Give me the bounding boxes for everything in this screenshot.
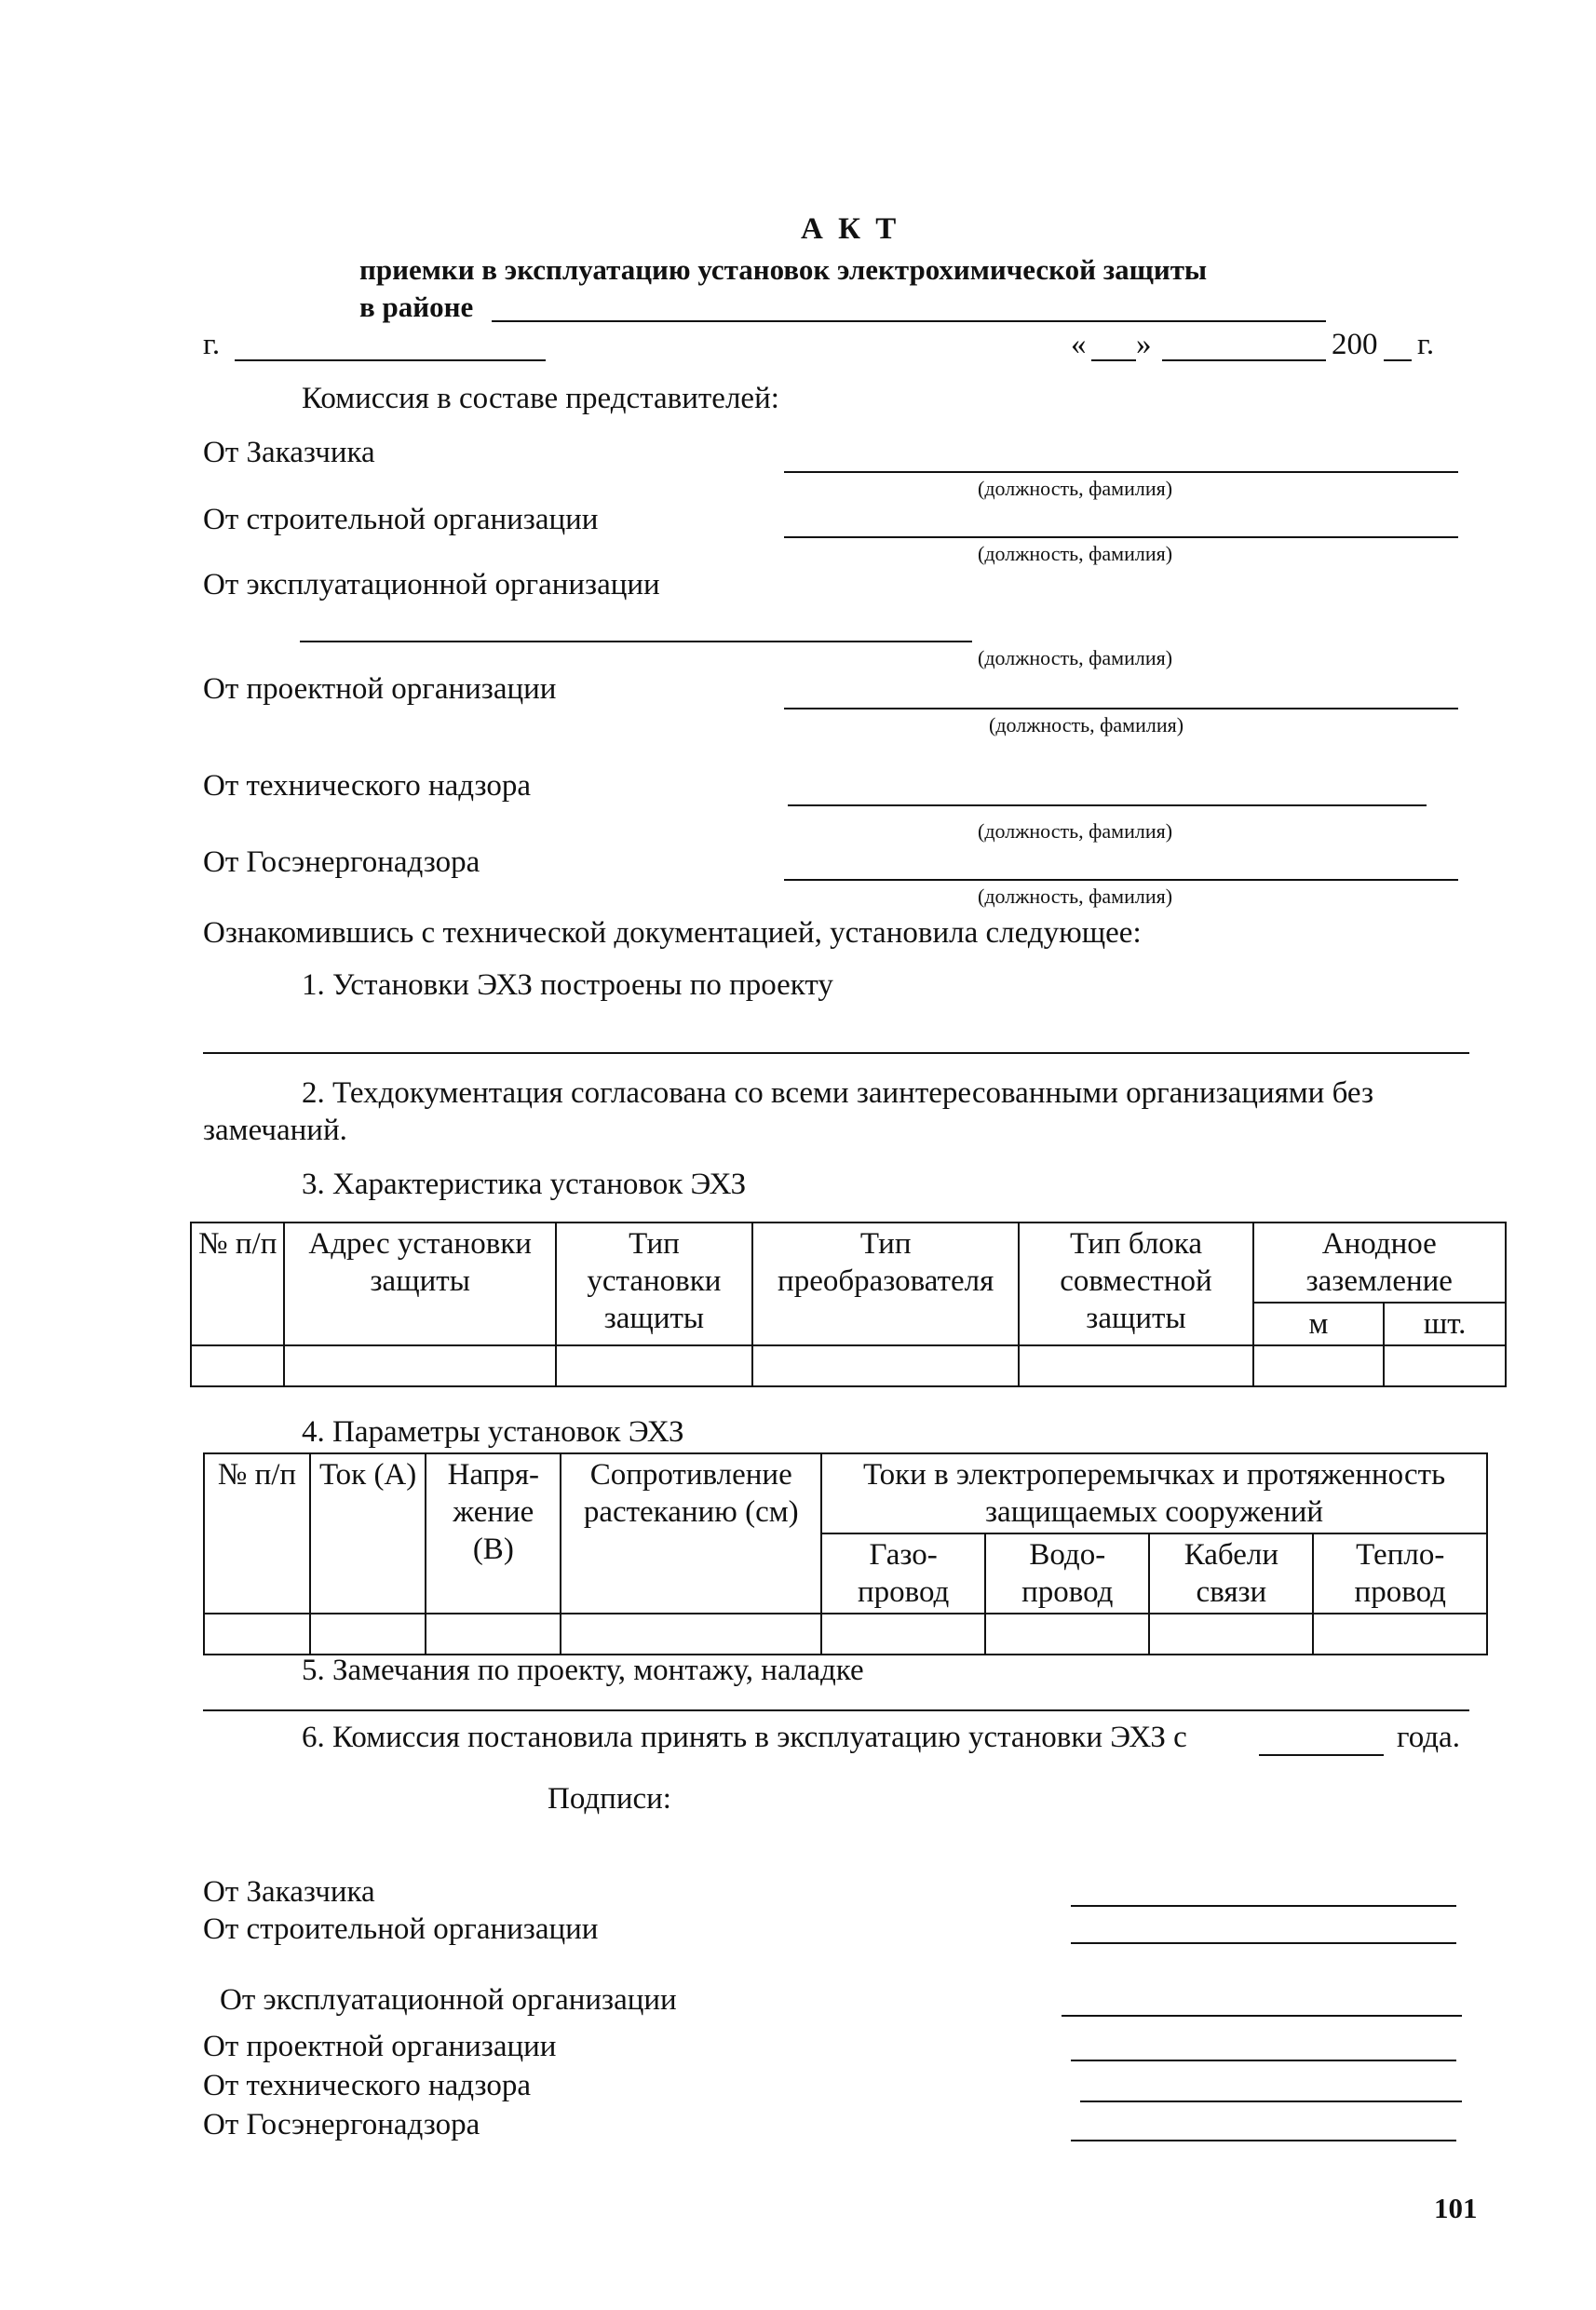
table-cell[interactable] — [1313, 1614, 1487, 1655]
t2-header-heat: Тепло-провод — [1313, 1533, 1487, 1614]
t2-header-water: Водо-провод — [985, 1533, 1149, 1614]
findings-intro: Ознакомившись с технической документацией, установила следующее: — [203, 916, 1142, 950]
city-prefix: г. — [203, 328, 221, 361]
finding-1-field[interactable] — [203, 1052, 1469, 1054]
finding-1: 1. Установки ЭХЗ построены по проекту — [302, 968, 833, 1002]
member-customer-field[interactable] — [784, 471, 1458, 473]
t2-header-cable: Кабели связи — [1149, 1533, 1313, 1614]
commission-intro: Комиссия в составе представителей: — [302, 382, 779, 415]
table-cell[interactable] — [1253, 1345, 1385, 1386]
member-operation-field[interactable] — [300, 641, 972, 642]
member-construction-field[interactable] — [784, 536, 1458, 538]
date-day-field[interactable] — [1091, 359, 1136, 361]
signature-customer-field[interactable] — [1071, 1905, 1456, 1907]
t1-header-anode: Анодное заземление — [1253, 1223, 1506, 1303]
member-design-field[interactable] — [784, 708, 1458, 709]
member-customer: От Заказчика — [203, 436, 375, 469]
t2-header-voltage: Напря-жение (В) — [426, 1453, 561, 1614]
date-close-quote: » — [1136, 328, 1152, 361]
signature-operation-field[interactable] — [1062, 2015, 1462, 2017]
table-cell[interactable] — [284, 1345, 555, 1386]
signature-supervision: От технического надзора — [203, 2069, 531, 2102]
table-cell[interactable] — [426, 1614, 561, 1655]
signatures-title: Подписи: — [548, 1782, 671, 1816]
signature-supervision-field[interactable] — [1080, 2101, 1462, 2102]
member-supervision-field[interactable] — [788, 804, 1427, 806]
table-cell[interactable] — [556, 1345, 752, 1386]
table-cell[interactable] — [752, 1345, 1019, 1386]
signature-construction: От строительной организации — [203, 1912, 599, 1946]
signature-design-field[interactable] — [1071, 2060, 1456, 2061]
table-cell[interactable] — [1149, 1614, 1313, 1655]
t2-header-num: № п/п — [204, 1453, 310, 1614]
field-caption: (должность, фамилия) — [989, 713, 1184, 736]
t1-header-m: м — [1253, 1303, 1385, 1345]
field-caption: (должность, фамилия) — [978, 819, 1173, 843]
table-cell[interactable] — [821, 1614, 985, 1655]
finding-4: 4. Параметры установок ЭХЗ — [302, 1415, 684, 1449]
t1-header-num: № п/п — [191, 1223, 284, 1345]
page-number: 101 — [1434, 2192, 1478, 2224]
table-cell[interactable] — [310, 1614, 426, 1655]
district-label: в районе — [359, 290, 474, 323]
characteristics-table — [190, 1222, 1507, 1387]
table-cell[interactable] — [204, 1614, 310, 1655]
parameters-table — [203, 1452, 1488, 1655]
signature-operation: От эксплуатационной организации — [220, 1983, 677, 2017]
field-caption: (должность, фамилия) — [978, 646, 1173, 669]
document-subtitle: приемки в эксплуатацию установок электрохимической защиты — [359, 253, 1208, 286]
document-title: А К Т — [801, 212, 900, 246]
finding-6-suffix: года. — [1397, 1721, 1460, 1754]
field-caption: (должность, фамилия) — [978, 477, 1173, 500]
year-prefix: 200 — [1332, 328, 1378, 361]
t1-header-block: Тип блока совместной защиты — [1019, 1223, 1252, 1345]
table-cell[interactable] — [1384, 1345, 1506, 1386]
signature-energy-field[interactable] — [1071, 2140, 1456, 2141]
t2-header-currents: Токи в электроперемычках и протяженность защищаемых сооружений — [821, 1453, 1487, 1533]
district-field[interactable] — [492, 320, 1326, 322]
finding-5-field[interactable] — [203, 1709, 1469, 1711]
member-supervision: От технического надзора — [203, 769, 531, 803]
t1-header-converter: Тип преобразователя — [752, 1223, 1019, 1345]
finding-2-line2: замечаний. — [203, 1114, 347, 1147]
t2-header-current: Ток (А) — [310, 1453, 426, 1614]
t1-header-pcs: шт. — [1384, 1303, 1506, 1345]
signature-customer: От Заказчика — [203, 1875, 375, 1909]
t1-header-address: Адрес установки защиты — [284, 1223, 555, 1345]
field-caption: (должность, фамилия) — [978, 885, 1173, 908]
table-cell[interactable] — [191, 1345, 284, 1386]
year-suffix: г. — [1417, 328, 1435, 361]
member-design: От проектной организации — [203, 672, 557, 706]
finding-2-line1: 2. Техдокументация согласована со всеми заинтересованными организациями без — [302, 1076, 1374, 1110]
date-month-field[interactable] — [1162, 359, 1326, 361]
table-cell[interactable] — [1019, 1345, 1252, 1386]
table-cell[interactable] — [985, 1614, 1149, 1655]
member-energy-supervision: От Госэнергонадзора — [203, 845, 480, 879]
finding-5: 5. Замечания по проекту, монтажу, наладке — [302, 1654, 864, 1687]
signature-construction-field[interactable] — [1071, 1942, 1456, 1944]
date-year-field[interactable] — [1384, 359, 1412, 361]
member-energy-field[interactable] — [784, 879, 1458, 881]
finding-3: 3. Характеристика установок ЭХЗ — [302, 1168, 747, 1201]
t2-header-gas: Газо-провод — [821, 1533, 985, 1614]
finding-6-prefix: 6. Комиссия постановила принять в эксплуатацию установки ЭХЗ с — [302, 1721, 1187, 1754]
signature-energy: От Госэнергонадзора — [203, 2108, 480, 2141]
date-open-quote: « — [1071, 328, 1087, 361]
table-cell[interactable] — [561, 1614, 821, 1655]
member-construction: От строительной организации — [203, 503, 599, 536]
finding-6-date-field[interactable] — [1259, 1754, 1384, 1756]
t2-header-resistance: Сопротивление растеканию (см) — [561, 1453, 821, 1614]
signature-design: От проектной организации — [203, 2030, 557, 2063]
member-operation: От эксплуатационной организации — [203, 568, 660, 601]
city-field[interactable] — [235, 359, 546, 361]
field-caption: (должность, фамилия) — [978, 542, 1173, 565]
t1-header-type: Тип установки защиты — [556, 1223, 752, 1345]
